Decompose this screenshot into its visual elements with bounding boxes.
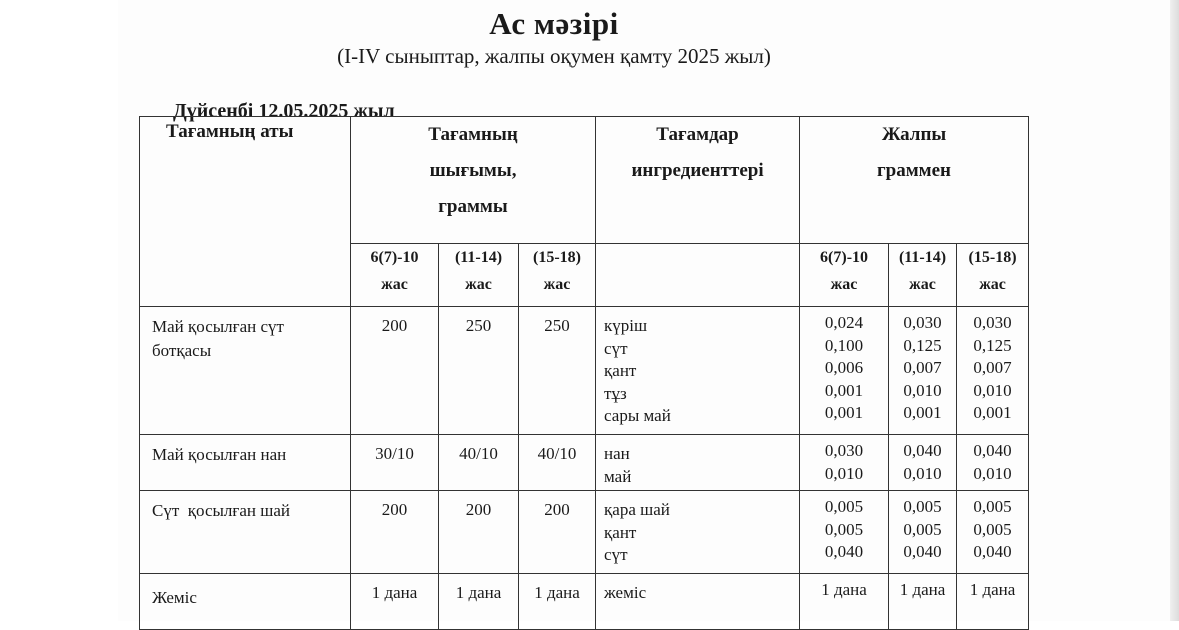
yield-age-2: 250	[439, 307, 519, 435]
document-title: Ас мәзірі	[489, 6, 619, 41]
yield-age-1: 30/10	[351, 435, 439, 491]
yield-age-3: 200	[519, 491, 596, 574]
gross-age-3: 0,040 0,010	[957, 435, 1029, 491]
gross-age-2: 0,030 0,125 0,007 0,010 0,001	[889, 307, 957, 435]
yield-age-3: 1 дана	[519, 574, 596, 630]
dish-name: Май қосылған нан	[140, 435, 351, 491]
gross-age-3: 0,005 0,005 0,040	[957, 491, 1029, 574]
yield-age-1: 1 дана	[351, 574, 439, 630]
ingredients-list: нан май	[596, 435, 800, 491]
gross-age-2: 0,005 0,005 0,040	[889, 491, 957, 574]
yield-age-2: 40/10	[439, 435, 519, 491]
header-gross-grams: Жалпы граммен	[800, 117, 1029, 244]
age-header-ingredients-empty	[596, 244, 800, 307]
gross-age-2: 1 дана	[889, 574, 957, 630]
age-header-yield-3: (15-18) жас	[519, 244, 596, 307]
age-header-gross-3: (15-18) жас	[957, 244, 1029, 307]
gross-age-1: 0,005 0,005 0,040	[800, 491, 889, 574]
header-row	[140, 117, 1029, 244]
page-margin-left	[0, 0, 118, 621]
dish-name: Жеміс	[140, 574, 351, 630]
age-header-yield-2: (11-14) жас	[439, 244, 519, 307]
ingredients-list: қара шай қант сүт	[596, 491, 800, 574]
menu-table	[139, 116, 1029, 630]
gross-age-1: 1 дана	[800, 574, 889, 630]
dish-name: Сүт қосылған шай	[140, 491, 351, 574]
table-row	[140, 307, 1029, 435]
menu-day-heading: Дүйсенбі 12.05.2025 жыл	[173, 100, 395, 122]
yield-age-3: 40/10	[519, 435, 596, 491]
gross-age-3: 1 дана	[957, 574, 1029, 630]
table-row	[140, 574, 1029, 630]
ingredients-list: күріш сүт қант тұз сары май	[596, 307, 800, 435]
gross-age-1: 0,030 0,010	[800, 435, 889, 491]
dish-name: Май қосылған сүт ботқасы	[140, 307, 351, 435]
age-header-yield-1: 6(7)-10 жас	[351, 244, 439, 307]
table-row	[140, 491, 1029, 574]
yield-age-1: 200	[351, 491, 439, 574]
yield-age-3: 250	[519, 307, 596, 435]
table-row	[140, 435, 1029, 491]
gross-age-2: 0,040 0,010	[889, 435, 957, 491]
age-header-gross-1: 6(7)-10 жас	[800, 244, 889, 307]
header-dish-name: Тағамның аты	[140, 117, 351, 307]
yield-age-2: 200	[439, 491, 519, 574]
document-subtitle: (I-IV сыныптар, жалпы оқумен қамту 2025 жыл)	[337, 44, 771, 68]
ingredients-list: жеміс	[596, 574, 800, 630]
yield-age-2: 1 дана	[439, 574, 519, 630]
page-edge-right	[1170, 0, 1179, 621]
gross-age-1: 0,024 0,100 0,006 0,001 0,001	[800, 307, 889, 435]
yield-age-1: 200	[351, 307, 439, 435]
header-ingredients: Тағамдар ингредиенттері	[596, 117, 800, 244]
age-header-gross-2: (11-14) жас	[889, 244, 957, 307]
header-yield: Тағамның шығымы, граммы	[351, 117, 596, 244]
gross-age-3: 0,030 0,125 0,007 0,010 0,001	[957, 307, 1029, 435]
